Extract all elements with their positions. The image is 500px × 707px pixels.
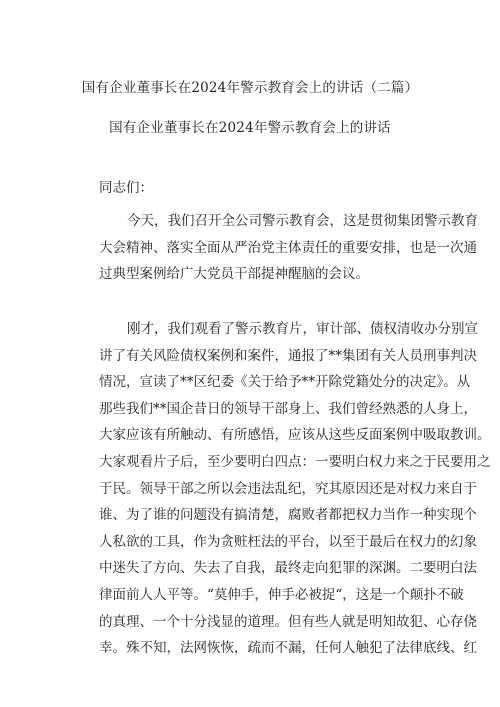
document-title: 国有企业董事长在2024年警示教育会上的讲话（二篇） [81,80,419,96]
paragraph-line: 大家应该有所触动、有所感悟，应该从这些反面案例中吸取教训。 [99,427,491,444]
paragraph-line: 幸。殊不知，法网恢恢，疏而不漏，任何人触犯了法律底线、红 [99,640,477,657]
paragraph-line: 大家观看片子后，至少要明白四点：一要明白权力来之于民要用之 [99,453,491,470]
paragraph-body [99,316,491,662]
paragraph-line: 谁、为了谁的问题没有搞清楚，腐败者都把权力当作一种实现个 [99,507,477,524]
paragraph-line: 人私欲的工具，作为贪赃枉法的平台，以至于最后在权力的幻象 [99,533,477,550]
paragraph-line: 于民。领导干部之所以会违法乱纪，究其原因还是对权力来自于 [99,480,477,497]
paragraph-line: 今天，我们召开全公司警示教育会，这是贯彻集团警示教育 [127,213,478,229]
paragraph-line: 情况，宣读了**区纪委《关于给予**开除党籍处分的决定》。从 [99,374,471,391]
salutation: 同志们： [99,180,153,196]
paragraph-line: 大会精神、落实全面从严治党主体责任的重要安排，也是一次通 [99,239,477,256]
paragraph-line: 刚才，我们观看了警示教育片，审计部、债权清收办分别宣 [127,321,478,337]
speech-title: 国有企业董事长在2024年警示教育会上的讲话 [109,120,391,136]
paragraph-line: 那些我们**国企昔日的领导干部身上、我们曾经熟悉的人身上， [99,400,477,417]
paragraph-line: 讲了有关风险债权案例和案件，通报了**集团有关人员刑事判决 [99,347,477,364]
paragraph-line: 中迷失了方向、失去了自我，最终走向犯罪的深渊。二要明白法 [99,560,477,577]
paragraph-line: 律面前人人平等。“莫伸手，伸手必被捉“，这是一个颠扑不破 [99,586,464,603]
paragraph-opening [99,208,478,288]
paragraph-line: 的真理、一个十分浅显的道理。但有些人就是明知故犯、心存侥 [99,613,477,630]
paragraph-line: 过典型案例给广大党员干部提神醒脑的会议。 [99,266,369,283]
